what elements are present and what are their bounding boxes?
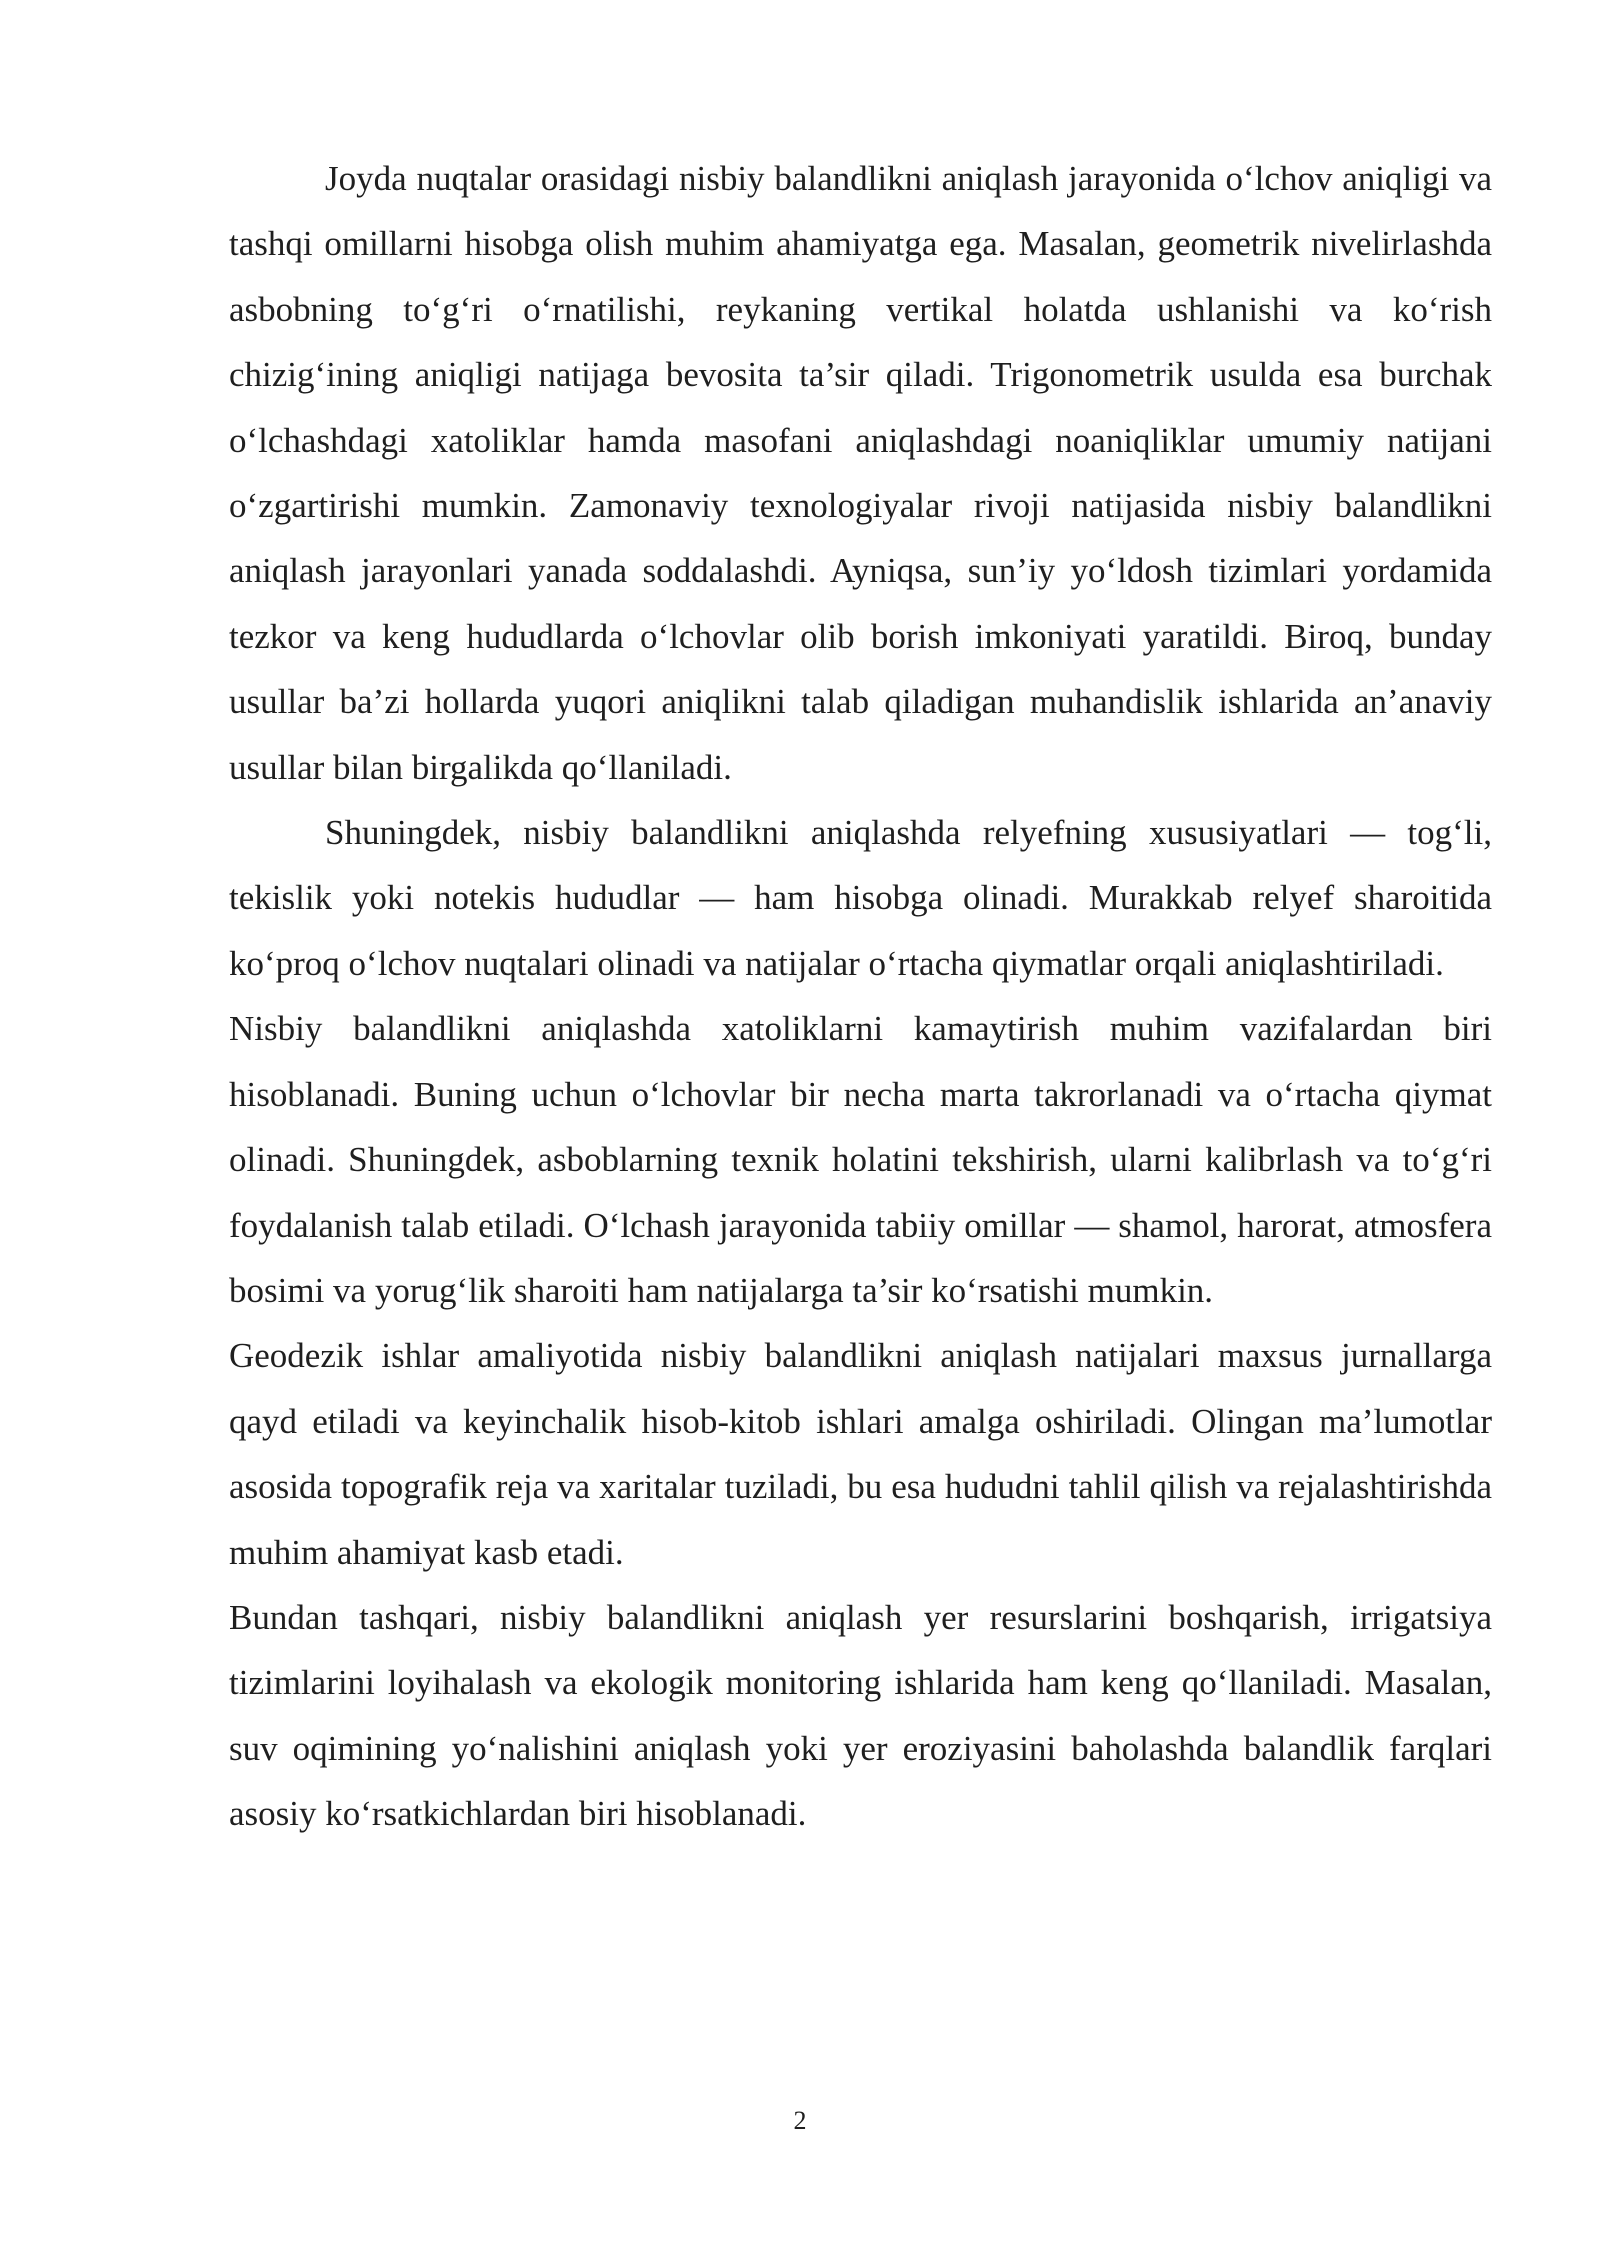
paragraph-applications: Bundan tashqari, nisbiy balandlikni aniqlash yer resurslarini boshqarish, irrigatsiya tizimlarini loyihalash va ekologik monitoring ishlarida ham keng qo‘llaniladi. Masalan, suv oqimining yo‘nalishini aniqlash yoki yer eroziyasini baholashda balandlik farqlari asosiy ko‘rsatkichlardan biri hisoblanadi. [229, 1597, 1492, 1834]
paragraph-error-reduction: Nisbiy balandlikni aniqlashda xatoliklarni kamaytirish muhim vazifalardan biri hisoblanadi. Buning uchun o‘lchovlar bir necha marta takrorlanadi va o‘rtacha qiymat olinadi. Shuningdek, asboblarning texnik holatini tekshirish, ularni kalibrlash va to‘g‘ri foydalanish talab etiladi. O‘lchash jarayonida tabiiy omillar — shamol, harorat, atmosfera bosimi va yorug‘lik sharoiti ham natijalarga ta’sir ko‘rsatishi mumkin. [229, 1009, 1492, 1310]
document-body [229, 146, 1492, 1847]
paragraph-relief-features: Shuningdek, nisbiy balandlikni aniqlashda relyefning xususiyatlari — tog‘li, tekislik yoki notekis hududlar — ham hisobga olinadi. Murakkab relyef sharoitida ko‘proq o‘lchov nuqtalari olinadi va natijalar o‘rtacha qiymatlar orqali aniqlashtiriladi. [229, 813, 1492, 983]
page-number: 2 [793, 2106, 807, 2135]
paragraph-geodetic-practice: Geodezik ishlar amaliyotida nisbiy balandlikni aniqlash natijalari maxsus jurnallarga qayd etiladi va keyinchalik hisob-kitob ishlari amalga oshiriladi. Olingan ma’lumotlar asosida topografik reja va xaritalar tuziladi, bu esa hududni tahlil qilish va rejalashtirishda muhim ahamiyat kasb etadi. [229, 1336, 1492, 1572]
paragraph-measurement-accuracy: Joyda nuqtalar orasidagi nisbiy balandlikni aniqlash jarayonida o‘lchov aniqligi va tashqi omillarni hisobga olish muhim ahamiyatga ega. Masalan, geometrik nivelirlashda asbobning to‘g‘ri o‘rnatilishi, reykaning vertikal holatda ushlanishi va ko‘rish chizig‘ining aniqligi natijaga bevosita ta’sir qiladi. Trigonometrik usulda esa burchak o‘lchashdagi xatoliklar hamda masofani aniqlashdagi noaniqliklar umumiy natijani o‘zgartirishi mumkin. Zamonaviy texnologiyalar rivoji natijasida nisbiy balandlikni aniqlash jarayonlari yanada soddalashdi. Ayniqsa, sun’iy yo‘ldosh tizimlari yordamida tezkor va keng hududlarda o‘lchovlar olib borish imkoniyati yaratildi. Biroq, bunday usullar ba’zi hollarda yuqori aniqlikni talab qiladigan muhandislik ishlarida an’anaviy usullar bilan birgalikda qo‘llaniladi. [229, 159, 1492, 787]
